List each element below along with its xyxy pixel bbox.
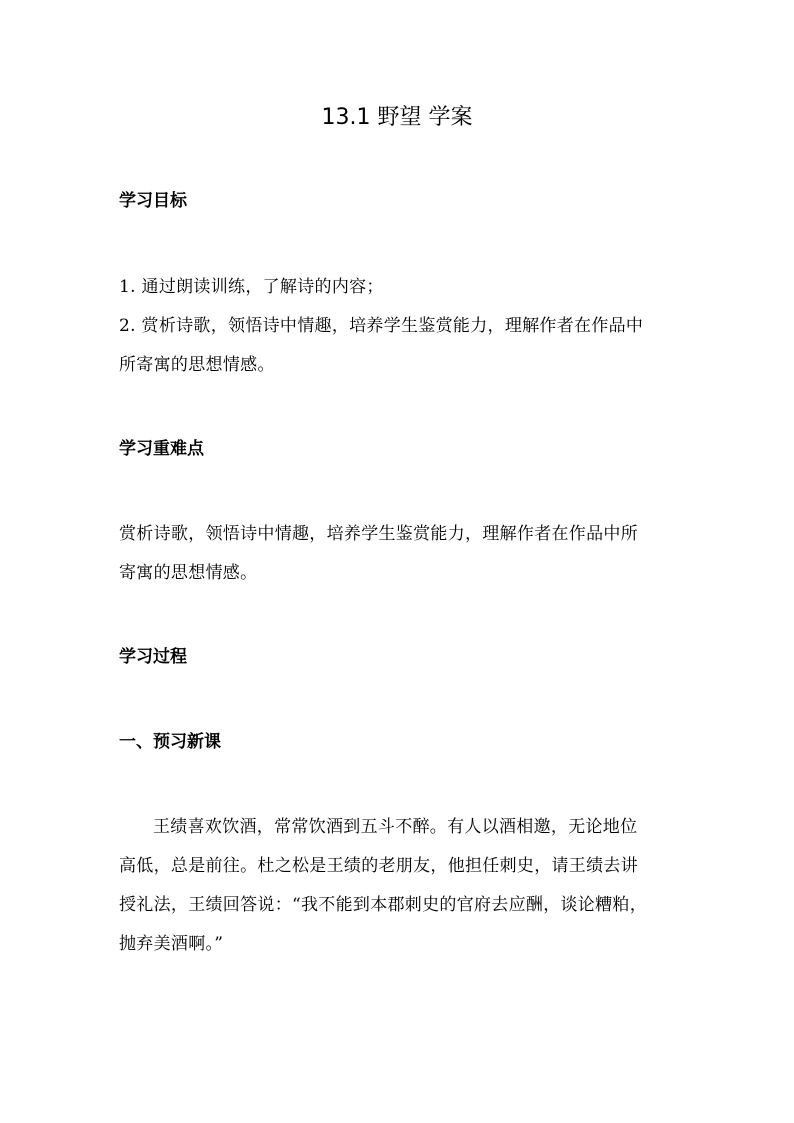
paragraph-line: 抛弃美酒啊。” <box>119 934 224 954</box>
key-points-paragraph <box>119 515 679 593</box>
paragraph-line: 高低，总是前往。杜之松是王绩的老朋友，他担任刺史，请王绩去讲 <box>119 856 638 876</box>
objectives-list <box>119 268 679 385</box>
paragraph-line: 授礼法，王绩回答说：“我不能到本郡刺史的官府去应酬，谈论糟粕， <box>119 895 647 915</box>
preview-heading: 一、预习新课 <box>119 732 221 752</box>
paragraph-line: 赏析诗歌，领悟诗中情趣，培养学生鉴赏能力，理解作者在作品中所 <box>119 524 638 544</box>
preview-paragraph <box>119 808 679 964</box>
paragraph-line: 寄寓的思想情感。 <box>119 563 258 583</box>
objective-line: 1. 通过朗读训练，了解诗的内容； <box>119 277 384 297</box>
objective-line: 所寄寓的思想情感。 <box>119 355 275 375</box>
objectives-heading: 学习目标 <box>119 191 187 211</box>
process-heading: 学习过程 <box>119 647 187 667</box>
objective-line: 2. 赏析诗歌，领悟诗中情趣，培养学生鉴赏能力，理解作者在作品中 <box>119 316 644 336</box>
paragraph-line: 王绩喜欢饮酒，常常饮酒到五斗不醉。有人以酒相邀，无论地位 <box>153 817 638 837</box>
key-points-heading: 学习重难点 <box>119 439 204 459</box>
page-title: 13.1 野望 学案 <box>321 105 473 130</box>
